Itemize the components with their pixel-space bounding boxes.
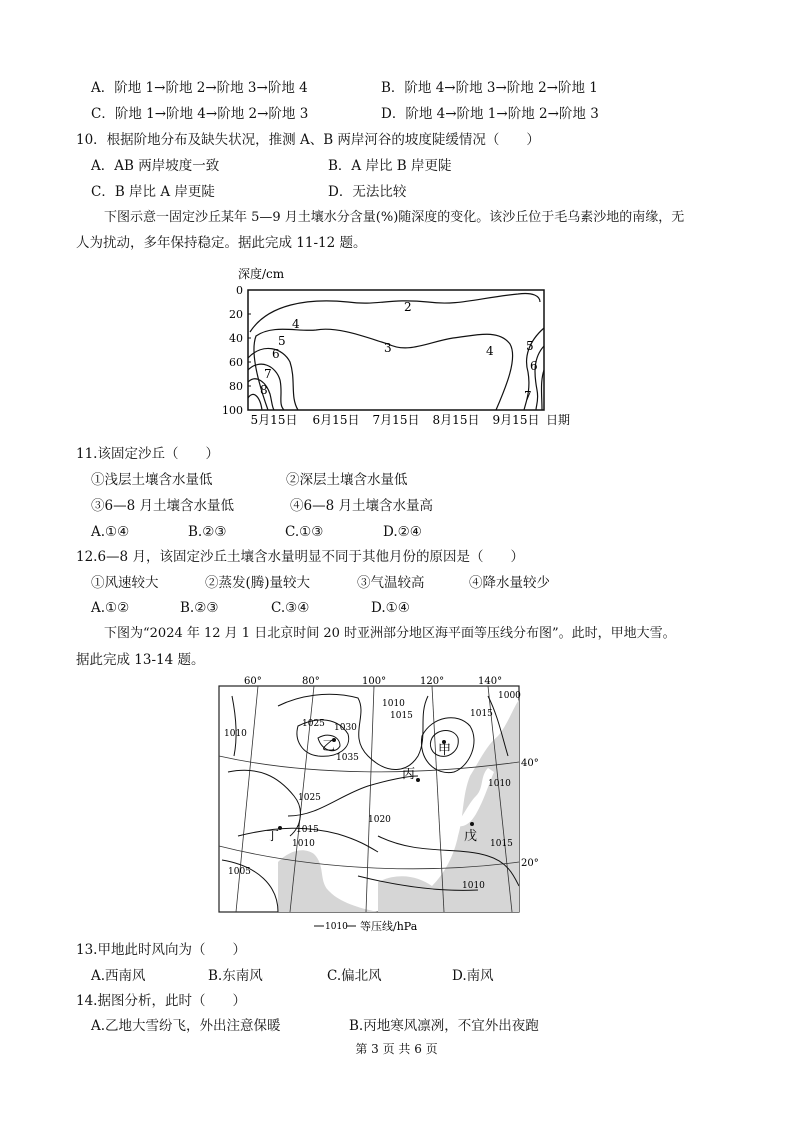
q11-statement-1: ①浅层土壤含水量低 [91,472,213,488]
q14-stem: 14.据图分析，此时（ ） [76,993,246,1009]
page-footer: 第 3 页 共 6 页 [355,1042,438,1056]
xtick-jun: 6月15日 [312,413,360,427]
xtick-may: 5月15日 [250,413,298,427]
q10-option-a: A．AB 两岸坡度一致 [91,158,220,174]
isobar-label-12: 1015 [470,709,493,719]
place-jia: 甲 [438,743,452,758]
isobar-label-16: 1010 [462,881,485,891]
q9-option-c: C．阶地 1→阶地 4→阶地 2→阶地 3 [91,106,309,122]
isobar-label-14: 1010 [488,779,511,789]
q12-stem: 12.6—8 月，该固定沙丘土壤含水量明显不同于其他月份的原因是（ ） [76,549,524,565]
contour-label-6b: 6 [530,359,538,373]
lon-140: 140° [478,676,503,687]
place-wu: 戊 [464,829,478,844]
ytick-40: 40 [229,332,243,345]
place-yi: 乙 [322,739,336,754]
isobar-label-7: 1025 [298,793,321,803]
isobar-label-8: 1015 [296,825,319,835]
isobar-map [218,676,558,938]
isobar-label-5: 1015 [390,711,413,721]
contour-label-3: 3 [384,341,392,355]
q10-option-c: C．B 岸比 A 岸更陡 [91,184,215,200]
q14-option-a: A.乙地大雪纷飞，外出注意保暖 [91,1018,281,1034]
q12-statement-2: ②蒸发(腾)量较大 [205,575,311,591]
chart-xlabel: 日期 [546,413,571,427]
q13-option-d: D.南风 [452,968,494,984]
place-bing: 丙 [402,767,416,782]
q13-option-b: B.东南风 [208,968,263,984]
ytick-100: 100 [222,404,243,417]
q12-statement-3: ③气温较高 [357,575,425,591]
contour-label-8: 8 [260,383,268,397]
q13-option-c: C.偏北风 [327,968,382,984]
isobar-label-2: 1030 [334,723,357,733]
xtick-aug: 8月15日 [432,413,480,427]
xtick-sep: 9月15日 [492,413,540,427]
intro-11-12-line2: 人为扰动，多年保持稳定。据此完成 11-12 题。 [76,235,367,251]
q11-statement-4: ④6—8 月土壤含水量高 [290,498,433,514]
q9-option-a: A．阶地 1→阶地 2→阶地 3→阶地 4 [91,80,308,96]
isobar-label-3: 1035 [336,753,359,763]
isobar-label-11: 1010 [224,729,247,739]
intro-13-14-line2: 据此完成 13-14 题。 [76,652,205,668]
q11-option-c: C.①③ [285,524,324,540]
contour-label-4b: 4 [486,344,494,358]
lon-100: 100° [362,676,387,687]
isobar-label-1: 1025 [302,719,325,729]
ytick-80: 80 [229,380,243,393]
q12-statement-4: ④降水量较少 [469,575,550,591]
q11-stem: 11.该固定沙丘（ ） [76,446,219,462]
q10-option-b: B．A 岸比 B 岸更陡 [328,158,452,174]
q11-option-d: D.②④ [383,524,422,540]
intro-11-12-line1: 下图示意一固定沙丘某年 5—9 月土壤水分含量(%)随深度的变化。该沙丘位于毛乌素沙地的南缘，无 [104,210,685,225]
q11-statement-2: ②深层土壤含水量低 [286,472,408,488]
contour-label-5a: 5 [278,334,286,348]
q12-option-d: D.①④ [371,600,410,616]
contour-label-5b: 5 [526,339,534,353]
legend-sample-value: 1010 [325,922,348,932]
q11-statement-3: ③6—8 月土壤含水量低 [91,498,234,514]
place-ding: 丁 [266,829,280,844]
legend-text: 等压线/hPa [360,920,418,933]
contour-label-7b: 7 [524,389,532,403]
ytick-0: 0 [236,284,243,297]
q12-statement-1: ①风速较大 [91,575,159,591]
isobar-label-9: 1010 [292,839,315,849]
chart-ylabel: 深度/cm [238,267,285,281]
soil-moisture-chart [222,262,588,432]
q9-option-b: B．阶地 4→阶地 3→阶地 2→阶地 1 [381,80,598,96]
q13-stem: 13.甲地此时风向为（ ） [76,942,246,958]
q13-option-a: A.西南风 [91,968,146,984]
q12-option-c: C.③④ [271,600,310,616]
q10-option-d: D．无法比较 [328,184,407,200]
ytick-20: 20 [229,308,243,321]
isobar-label-4: 1010 [382,699,405,709]
q14-option-b: B.丙地寒风凛冽，不宜外出夜跑 [349,1018,539,1034]
xtick-jul: 7月15日 [372,413,420,427]
contour-label-7a: 7 [264,367,272,381]
q11-option-b: B.②③ [188,524,227,540]
isobar-label-10: 1005 [228,867,251,877]
lat-20: 20° [521,858,539,869]
contour-label-6a: 6 [272,347,280,361]
lat-40: 40° [521,758,539,769]
contour-label-4a: 4 [292,317,300,331]
intro-13-14-line1: 下图为“2024 年 12 月 1 日北京时间 20 时亚洲部分地区海平面等压线分布图”。此时，甲地大雪。 [104,626,676,641]
q11-option-a: A.①④ [91,524,130,540]
lon-120: 120° [420,676,445,687]
q12-option-a: A.①② [91,600,130,616]
isobar-label-13: 1000 [498,691,521,701]
contour-label-2: 2 [404,300,412,314]
q10-stem: 10．根据阶地分布及缺失状况，推测 A、B 两岸河谷的坡度陡缓情况（ ） [76,132,540,148]
ytick-60: 60 [229,356,243,369]
isobar-label-15: 1015 [490,839,513,849]
lon-60: 60° [244,676,262,687]
lon-80: 80° [302,676,320,687]
isobar-label-6: 1020 [368,815,391,825]
q12-option-b: B.②③ [180,600,219,616]
q9-option-d: D．阶地 4→阶地 1→阶地 2→阶地 3 [381,106,599,122]
